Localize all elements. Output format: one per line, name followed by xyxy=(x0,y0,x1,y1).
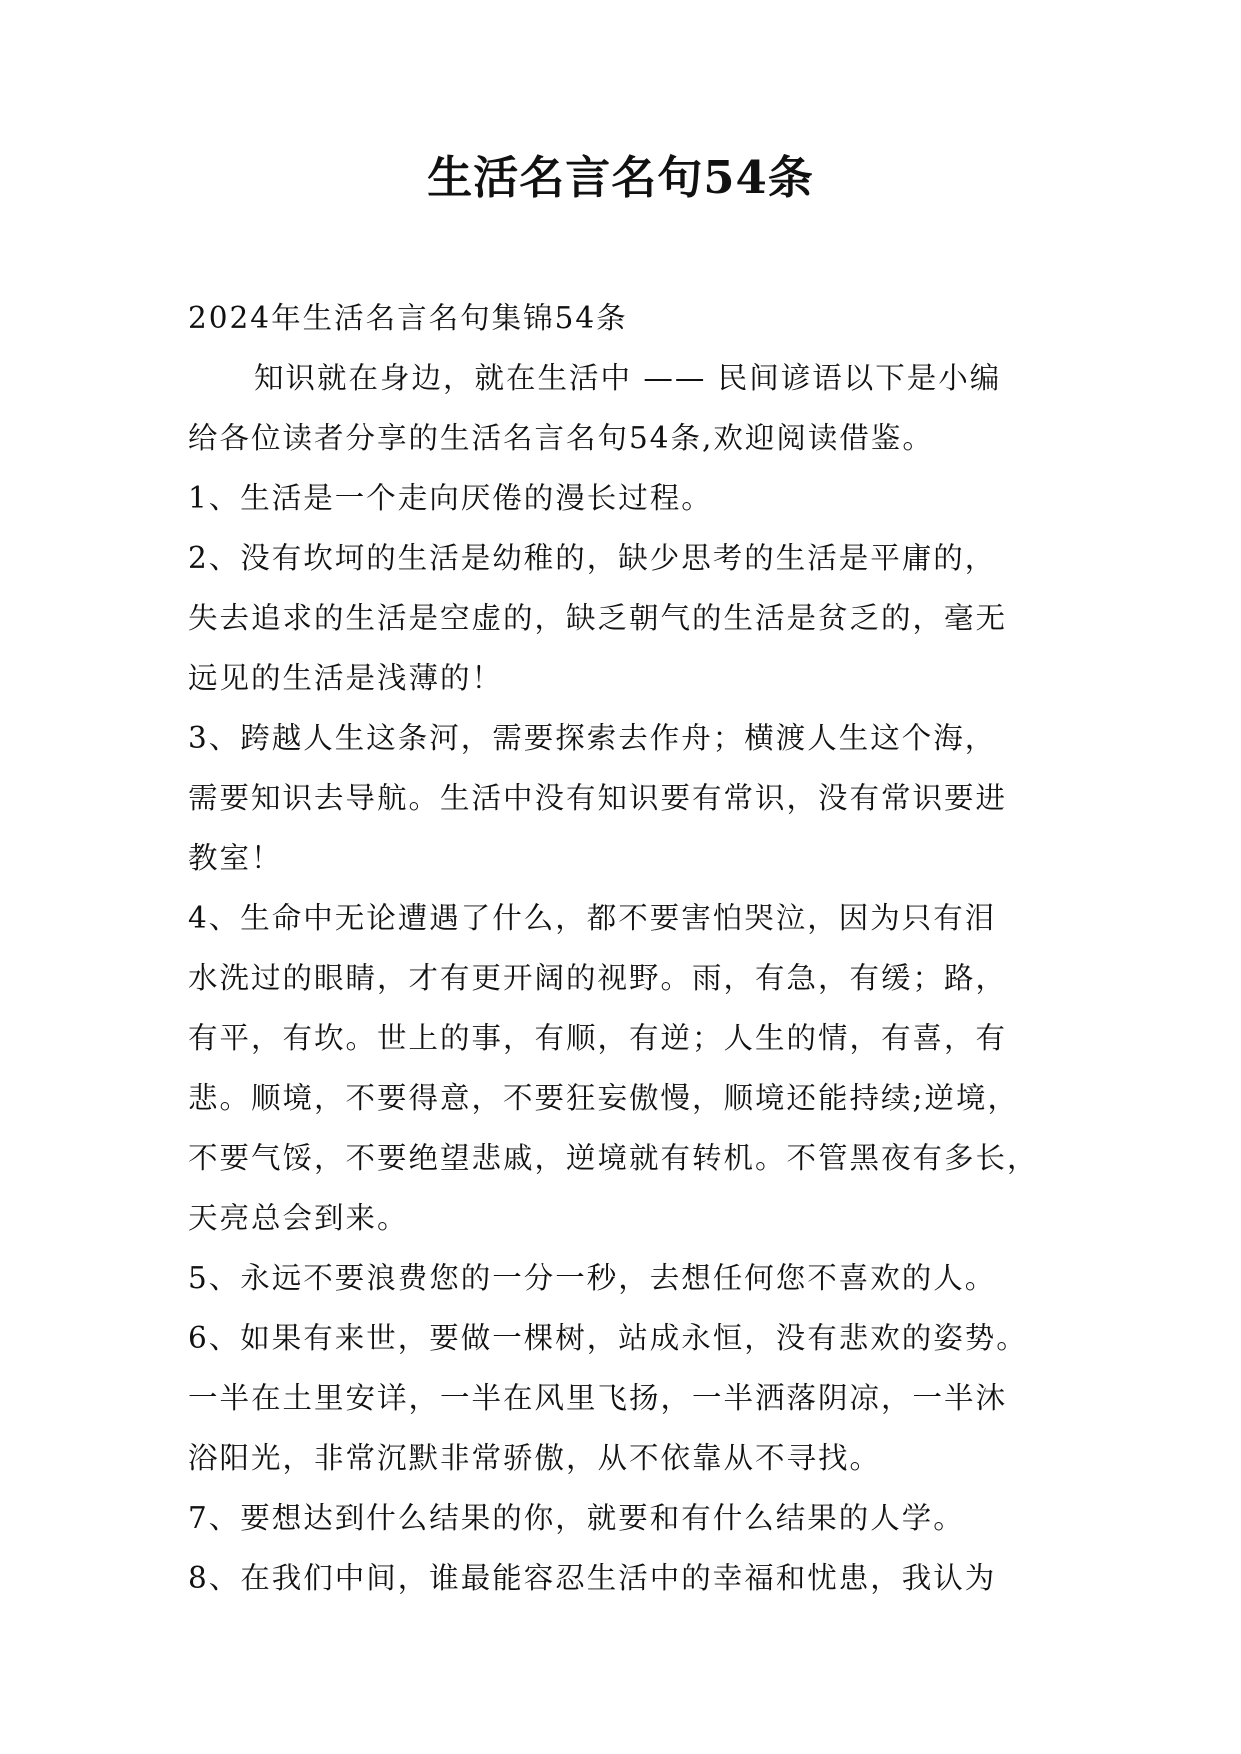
text-line: 失去追求的生活是空虚的，缺乏朝气的生活是贫乏的，毫无 xyxy=(188,601,1008,635)
document-body xyxy=(188,288,1068,1608)
text-line: 给各位读者分享的生活名言名句54条,欢迎阅读借鉴。 xyxy=(188,421,934,455)
text-line: 2024年生活名言名句集锦54条 xyxy=(188,301,628,335)
text-line: 浴阳光，非常沉默非常骄傲，从不依靠从不寻找。 xyxy=(188,1441,882,1475)
text-line: 3、跨越人生这条河，需要探索去作舟；横渡人生这个海， xyxy=(188,721,997,755)
text-line: 知识就在身边，就在生活中 —— 民间谚语以下是小编 xyxy=(254,361,1002,395)
text-line: 6、如果有来世，要做一棵树，站成永恒，没有悲欢的姿势。 xyxy=(188,1321,1028,1355)
page-title: 生活名言名句54条 xyxy=(427,151,814,204)
text-line: 4、生命中无论遭遇了什么，都不要害怕哭泣，因为只有泪 xyxy=(188,901,997,935)
text-line: 8、在我们中间，谁最能容忍生活中的幸福和忧患，我认为 xyxy=(188,1561,997,1595)
text-line: 不要气馁，不要绝望悲戚，逆境就有转机。不管黑夜有多长， xyxy=(188,1141,1039,1175)
text-line: 7、要想达到什么结果的你，就要和有什么结果的人学。 xyxy=(188,1501,965,1535)
text-line: 5、永远不要浪费您的一分一秒，去想任何您不喜欢的人。 xyxy=(188,1261,997,1295)
text-line: 悲。顺境，不要得意，不要狂妄傲慢，顺境还能持续;逆境， xyxy=(188,1081,1019,1115)
text-line: 2、没有坎坷的生活是幼稚的，缺少思考的生活是平庸的， xyxy=(188,541,997,575)
text-line: 一半在土里安详，一半在风里飞扬，一半洒落阴凉，一半沐 xyxy=(188,1381,1008,1415)
text-line: 需要知识去导航。生活中没有知识要有常识，没有常识要进 xyxy=(188,781,1008,815)
text-line: 1、生活是一个走向厌倦的漫长过程。 xyxy=(188,481,713,515)
text-line: 有平，有坎。世上的事，有顺，有逆；人生的情，有喜，有 xyxy=(188,1021,1008,1055)
text-line: 水洗过的眼睛，才有更开阔的视野。雨，有急，有缓；路， xyxy=(188,961,1008,995)
text-line: 天亮总会到来。 xyxy=(188,1201,409,1235)
text-line: 教室！ xyxy=(188,841,283,875)
text-line: 远见的生活是浅薄的！ xyxy=(188,661,504,695)
